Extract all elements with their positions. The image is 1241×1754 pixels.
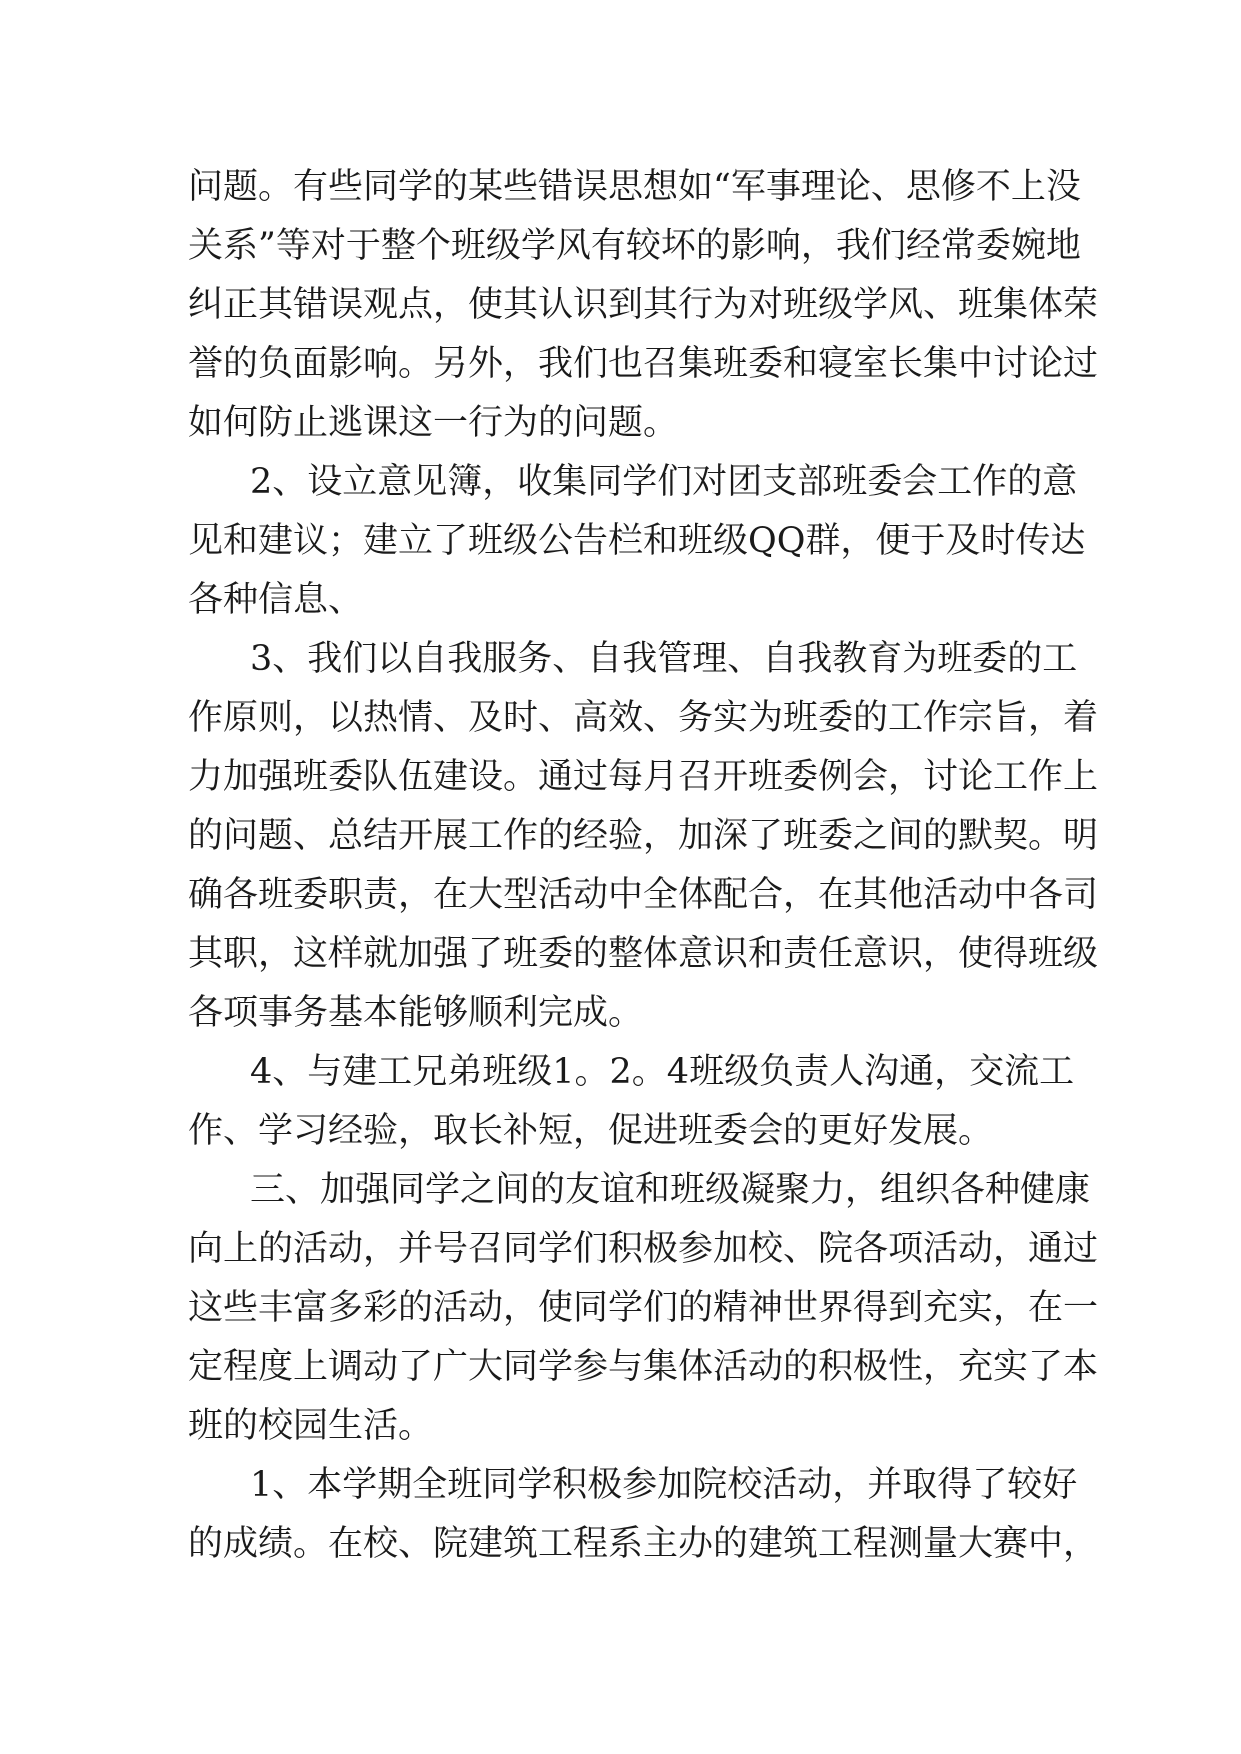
text-line: 向上的活动，并号召同学们积极参加校、院各项活动，通过 bbox=[188, 1229, 1099, 1269]
text-line: 各项事务基本能够顺利完成。 bbox=[188, 993, 644, 1033]
text-line: 的问题、总结开展工作的经验，加深了班委之间的默契。明 bbox=[188, 816, 1099, 856]
text-line: 4、与建工兄弟班级1。2。4班级负责人沟通，交流工 bbox=[250, 1052, 1075, 1092]
text-line: 2、设立意见簿，收集同学们对团支部班委会工作的意 bbox=[250, 462, 1078, 502]
text-line: 见和建议；建立了班级公告栏和班级QQ群，便于及时传达 bbox=[188, 521, 1086, 561]
text-line: 关系”等对于整个班级学风有较坏的影响，我们经常委婉地 bbox=[188, 226, 1081, 266]
paragraph-4 bbox=[188, 1043, 1075, 1161]
text-line: 三、加强同学之间的友谊和班级凝聚力，组织各种健康 bbox=[250, 1170, 1091, 1210]
paragraph-5 bbox=[188, 1161, 1099, 1456]
text-line: 3、我们以自我服务、自我管理、自我教育为班委的工 bbox=[250, 639, 1078, 679]
text-line: 问题。有些同学的某些错误思想如“军事理论、思修不上没 bbox=[188, 167, 1081, 207]
text-line: 誉的负面影响。另外，我们也召集班委和寝室长集中讨论过 bbox=[188, 344, 1099, 384]
text-line: 其职，这样就加强了班委的整体意识和责任意识，使得班级 bbox=[188, 934, 1099, 974]
body-text bbox=[188, 158, 1099, 1574]
text-line: 班的校园生活。 bbox=[188, 1406, 434, 1446]
text-line: 1、本学期全班同学积极参加院校活动，并取得了较好 bbox=[250, 1465, 1078, 1505]
text-line: 如何防止逃课这一行为的问题。 bbox=[188, 403, 679, 443]
paragraph-2 bbox=[188, 453, 1086, 630]
text-line: 的成绩。在校、院建筑工程系主办的建筑工程测量大赛中， bbox=[188, 1524, 1099, 1564]
text-line: 作、学习经验，取长补短，促进班委会的更好发展。 bbox=[188, 1111, 994, 1151]
paragraph-1 bbox=[188, 158, 1099, 453]
text-line: 确各班委职责，在大型活动中全体配合，在其他活动中各司 bbox=[188, 875, 1099, 915]
text-line: 纠正其错误观点，使其认识到其行为对班级学风、班集体荣 bbox=[188, 285, 1099, 325]
text-line: 作原则，以热情、及时、高效、务实为班委的工作宗旨，着 bbox=[188, 698, 1099, 738]
paragraph-3 bbox=[188, 630, 1099, 1043]
text-line: 各种信息、 bbox=[188, 580, 364, 620]
text-line: 力加强班委队伍建设。通过每月召开班委例会，讨论工作上 bbox=[188, 757, 1099, 797]
text-line: 这些丰富多彩的活动，使同学们的精神世界得到充实，在一 bbox=[188, 1288, 1099, 1328]
paragraph-6 bbox=[188, 1456, 1099, 1574]
text-line: 定程度上调动了广大同学参与集体活动的积极性，充实了本 bbox=[188, 1347, 1099, 1387]
